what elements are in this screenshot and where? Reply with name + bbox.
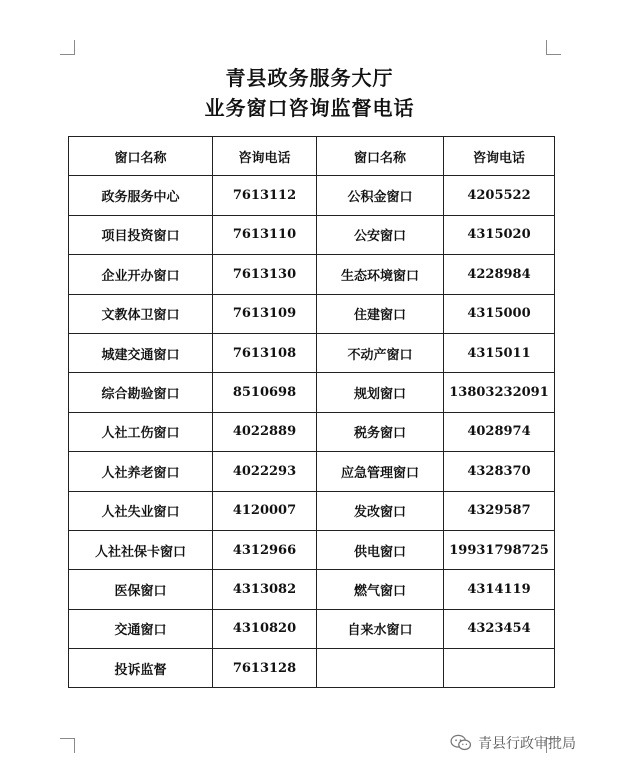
window-name-cell: 公安窗口 [317, 215, 444, 254]
phone-cell: 4022293 [213, 452, 317, 491]
document-title: 青县政务服务大厅 [225, 66, 394, 90]
window-name-cell: 不动产窗口 [317, 333, 444, 372]
phone-cell: 8510698 [213, 373, 317, 412]
table-row [69, 176, 555, 215]
window-name-cell: 企业开办窗口 [69, 255, 213, 294]
table-row [69, 491, 555, 530]
watermark-text: 青县行政审批局 [478, 736, 576, 752]
window-name-cell [317, 649, 444, 688]
window-name-cell: 住建窗口 [317, 294, 444, 333]
window-name-cell: 投诉监督 [69, 649, 213, 688]
phone-cell: 4323454 [444, 609, 555, 648]
phone-cell: 4228984 [444, 255, 555, 294]
phone-cell: 4312966 [213, 530, 317, 569]
window-name-cell: 规划窗口 [317, 373, 444, 412]
table-row [69, 609, 555, 648]
phone-cell: 7613112 [213, 176, 317, 215]
table-row [69, 649, 555, 688]
window-name-cell: 综合勘验窗口 [69, 373, 213, 412]
wechat-icon [450, 734, 472, 752]
table-row [69, 215, 555, 254]
phone-cell [444, 649, 555, 688]
phone-cell: 4022889 [213, 412, 317, 451]
phone-cell: 4120007 [213, 491, 317, 530]
account-watermark [450, 733, 576, 753]
window-name-cell: 医保窗口 [69, 570, 213, 609]
header-window-name: 窗口名称 [317, 137, 444, 176]
phone-cell: 4315011 [444, 333, 555, 372]
window-name-cell: 人社社保卡窗口 [69, 530, 213, 569]
window-name-cell: 人社工伤窗口 [69, 412, 213, 451]
window-name-cell: 供电窗口 [317, 530, 444, 569]
phone-cell: 4315000 [444, 294, 555, 333]
phone-cell: 4314119 [444, 570, 555, 609]
phone-cell: 19931798725 [444, 530, 555, 569]
header-phone: 咨询电话 [444, 137, 555, 176]
window-name-cell: 文教体卫窗口 [69, 294, 213, 333]
table-row [69, 570, 555, 609]
table-row [69, 452, 555, 491]
crop-mark-top-right [546, 40, 561, 55]
window-name-cell: 城建交通窗口 [69, 333, 213, 372]
document-subtitle: 业务窗口咨询监督电话 [204, 96, 415, 120]
phone-cell: 7613108 [213, 333, 317, 372]
phone-cell: 4315020 [444, 215, 555, 254]
table-row [69, 373, 555, 412]
window-name-cell: 应急管理窗口 [317, 452, 444, 491]
phone-cell: 7613130 [213, 255, 317, 294]
phone-cell: 4329587 [444, 491, 555, 530]
crop-mark-bottom-left [60, 738, 75, 753]
phone-cell: 4028974 [444, 412, 555, 451]
window-name-cell: 人社失业窗口 [69, 491, 213, 530]
phone-cell: 13803232091 [444, 373, 555, 412]
window-name-cell: 燃气窗口 [317, 570, 444, 609]
window-name-cell: 公积金窗口 [317, 176, 444, 215]
window-name-cell: 人社养老窗口 [69, 452, 213, 491]
table-row [69, 412, 555, 451]
table-row [69, 333, 555, 372]
phone-cell: 4310820 [213, 609, 317, 648]
window-name-cell: 项目投资窗口 [69, 215, 213, 254]
window-name-cell: 发改窗口 [317, 491, 444, 530]
table-row [69, 530, 555, 569]
header-window-name: 窗口名称 [69, 137, 213, 176]
contact-table [68, 136, 555, 688]
table-row [69, 255, 555, 294]
phone-cell: 7613128 [213, 649, 317, 688]
phone-cell: 7613110 [213, 215, 317, 254]
window-name-cell: 政务服务中心 [69, 176, 213, 215]
table-row [69, 294, 555, 333]
window-name-cell: 交通窗口 [69, 609, 213, 648]
window-name-cell: 生态环境窗口 [317, 255, 444, 294]
phone-cell: 4313082 [213, 570, 317, 609]
header-phone: 咨询电话 [213, 137, 317, 176]
phone-cell: 4328370 [444, 452, 555, 491]
crop-mark-top-left [60, 40, 75, 55]
phone-cell: 7613109 [213, 294, 317, 333]
table-header-row [69, 137, 555, 176]
window-name-cell: 税务窗口 [317, 412, 444, 451]
window-name-cell: 自来水窗口 [317, 609, 444, 648]
phone-cell: 4205522 [444, 176, 555, 215]
